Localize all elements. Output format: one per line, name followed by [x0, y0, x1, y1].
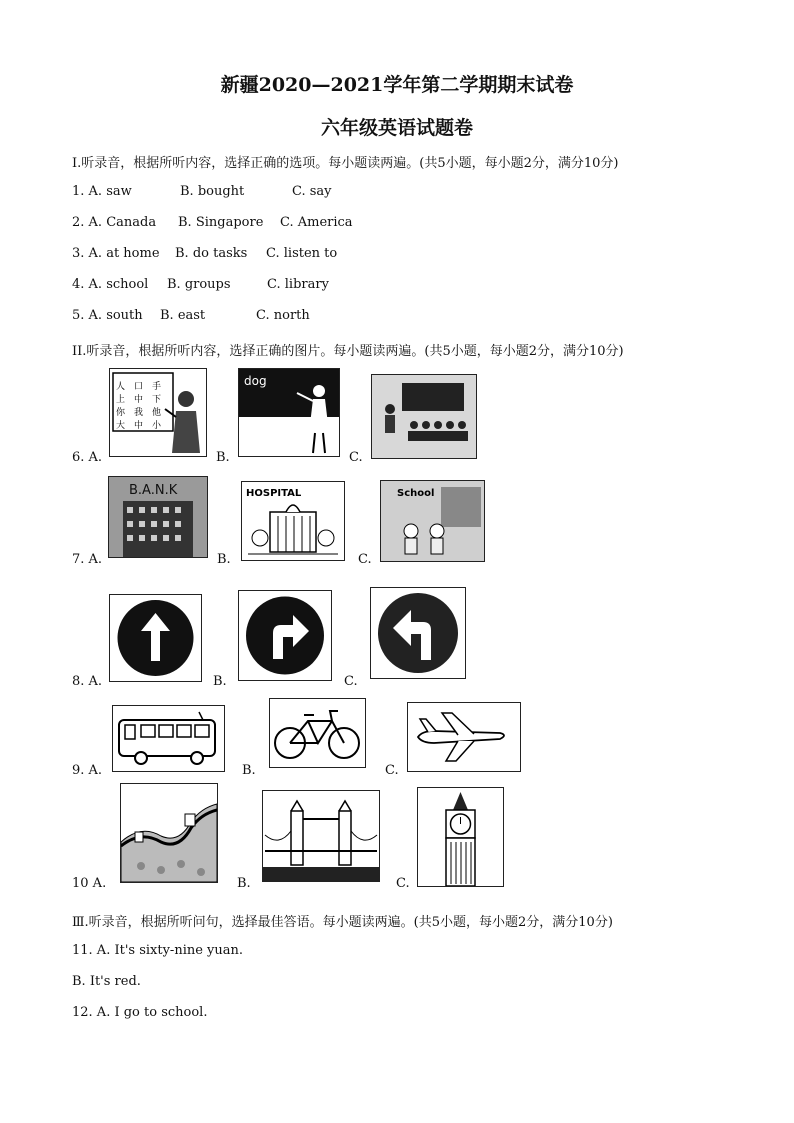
- q9-label-b: B.: [242, 763, 256, 778]
- school-sign: School: [397, 488, 435, 499]
- question-3: [72, 246, 338, 261]
- char-9: 大: [116, 421, 126, 431]
- option-c: C. north: [256, 308, 310, 323]
- q9-label-c: C.: [385, 763, 399, 778]
- char-7: 我: [134, 408, 144, 418]
- question-4: [72, 277, 329, 292]
- option-a: 2. A. Canada: [72, 215, 157, 230]
- option-a: 5. A. south: [72, 308, 143, 323]
- q7-label-a: 7. A.: [72, 552, 103, 567]
- q10-label-c: C.: [396, 876, 410, 891]
- bank-sign: B.A.N.K: [129, 483, 178, 498]
- turn-left-sign: [370, 587, 466, 679]
- option-b: B. bought: [180, 184, 245, 199]
- hospital-sign: HOSPITAL: [246, 488, 302, 499]
- page-subtitle: 六年级英语试题卷: [320, 117, 473, 139]
- option-c: C. say: [292, 184, 332, 199]
- question-2: [72, 215, 353, 230]
- q10-label-b: B.: [237, 876, 251, 891]
- char-4: 中: [134, 395, 144, 405]
- q8-label-c: C.: [344, 674, 358, 689]
- part3-heading: Ⅲ.听录音，根据所听问句，选择最佳答语。每小题读两遍。(共5小题，每小题2分，满分10分): [72, 915, 613, 930]
- great-wall-picture: [120, 783, 218, 883]
- q10-label-a: 10 A.: [72, 876, 107, 891]
- bank-picture: [108, 476, 208, 558]
- q7-label-b: B.: [217, 552, 231, 567]
- q9-label-a: 9. A.: [72, 763, 103, 778]
- dog-teacher-picture: [238, 368, 340, 457]
- option-a: 4. A. school: [72, 277, 149, 292]
- q8-label-b: B.: [213, 674, 227, 689]
- question-1: [72, 184, 332, 199]
- question-5: [72, 308, 310, 323]
- q7-label-c: C.: [358, 552, 372, 567]
- hospital-picture: [241, 481, 345, 561]
- page-title: 新疆2020—2021学年第二学期期末试卷: [220, 74, 574, 96]
- q8-label-a: 8. A.: [72, 674, 103, 689]
- char-5: 下: [152, 395, 162, 405]
- option-b: B. Singapore: [178, 215, 264, 230]
- school-picture: [380, 480, 485, 562]
- char-1: 口: [134, 382, 144, 392]
- question-11-option-b: B. It's red.: [72, 974, 141, 989]
- option-b: B. east: [160, 308, 206, 323]
- bus-picture: [112, 705, 225, 772]
- q6-label-c: C.: [349, 450, 363, 465]
- option-c: C. listen to: [266, 246, 338, 261]
- q6-label-b: B.: [216, 450, 230, 465]
- char-11: 小: [152, 421, 162, 431]
- part1-heading: I.听录音，根据所听内容，选择正确的选项。每小题读两遍。(共5小题，每小题2分，满分10分): [72, 156, 619, 171]
- airplane-picture: [407, 702, 521, 772]
- dog-word: dog: [244, 374, 267, 388]
- char-10: 中: [134, 421, 144, 431]
- turn-right-sign: [238, 590, 332, 681]
- go-straight-sign: [109, 594, 202, 682]
- option-c: C. library: [267, 277, 329, 292]
- option-b: B. do tasks: [175, 246, 248, 261]
- option-a: 1. A. saw: [72, 184, 132, 199]
- question-12-option-a: 12. A. I go to school.: [72, 1005, 208, 1020]
- part2-heading: II.听录音，根据所听内容，选择正确的图片。每小题读两遍。(共5小题，每小题2分，满分10分): [72, 344, 624, 359]
- option-b: B. groups: [167, 277, 231, 292]
- big-ben-picture: [417, 787, 504, 887]
- char-0: 人: [116, 382, 126, 392]
- char-6: 你: [116, 408, 126, 418]
- teacher-blackboard-picture: [109, 368, 207, 457]
- tower-bridge-picture: [262, 790, 380, 882]
- option-c: C. America: [280, 215, 353, 230]
- char-3: 上: [116, 395, 126, 405]
- classroom-picture: [371, 374, 477, 459]
- char-2: 手: [152, 382, 162, 392]
- char-8: 他: [152, 408, 162, 418]
- question-11-option-a: 11. A. It's sixty-nine yuan.: [72, 943, 244, 958]
- bicycle-picture: [269, 698, 366, 768]
- q6-label-a: 6. A.: [72, 450, 103, 465]
- option-a: 3. A. at home: [72, 246, 160, 261]
